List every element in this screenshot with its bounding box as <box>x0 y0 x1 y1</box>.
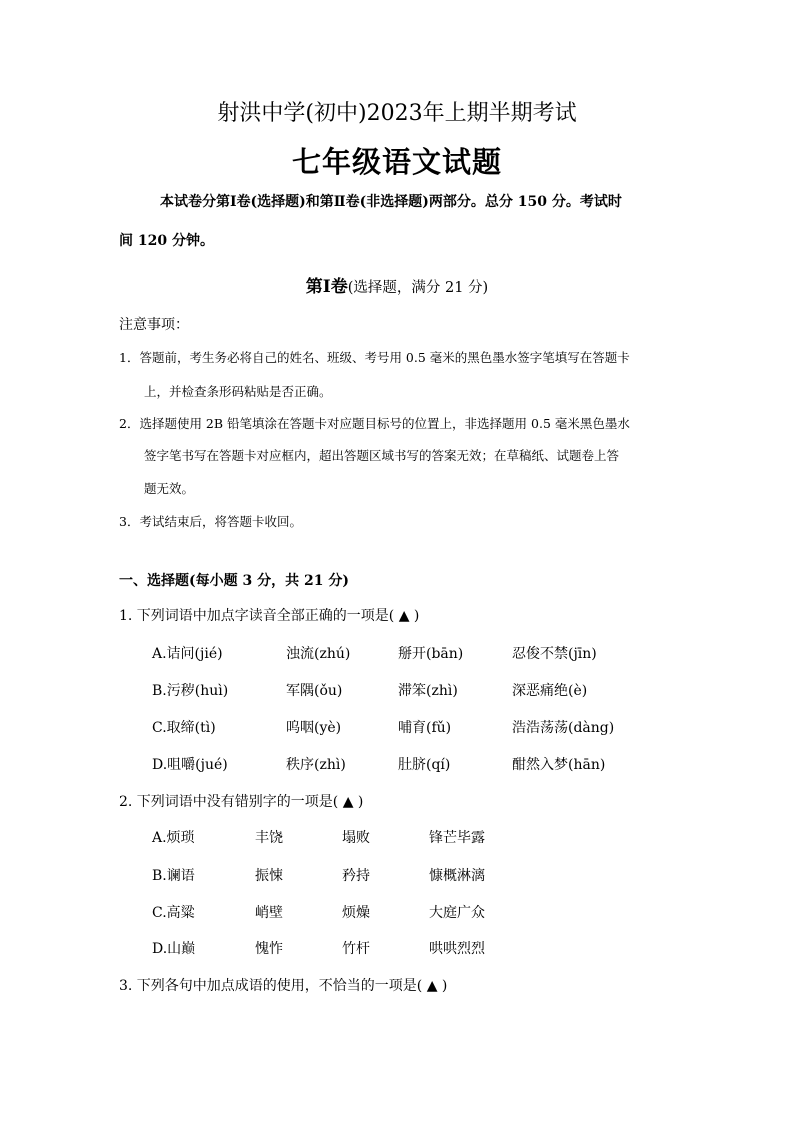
option-word: 慷概淋漓 <box>429 868 485 884</box>
option-word: 秩序(zhì) <box>286 757 346 773</box>
question-3-stem: 3. 下列各句中加点成语的使用，不恰当的一项是( ▲ ) <box>119 978 448 994</box>
option-word: A.诘问(jié) <box>152 646 223 662</box>
intro-line-2: 间 120 分钟。 <box>119 233 214 249</box>
option-word: 浊流(zhú) <box>286 646 351 662</box>
option-word: 烦燥 <box>342 905 370 921</box>
option-word: A.烦琐 <box>152 830 195 846</box>
option-word: 军隅(ǒu) <box>286 683 343 699</box>
option-word: C.取缔(tì) <box>152 720 216 736</box>
exam-title: 射洪中学(初中)2023年上期半期考试 <box>217 101 577 126</box>
note-item: 3．考试结束后，将答题卡收回。 <box>119 514 302 529</box>
section-heading <box>0 272 794 297</box>
option-word: 峭壁 <box>255 905 283 921</box>
option-word: 滞笨(zhì) <box>398 683 458 699</box>
note-item: 1．答题前，考生务必将自己的姓名、班级、考号用 0.5 毫米的黑色墨水签字笔填写在答题卡 <box>119 350 630 365</box>
option-word: 酣然入梦(hān) <box>512 757 606 773</box>
option-word: 竹杆 <box>342 941 370 957</box>
option-word: 肚脐(qí) <box>398 757 451 773</box>
option-word: C.高粱 <box>152 905 195 921</box>
note-item: 签字笔书写在答题卡对应框内，超出答题区域书写的答案无效；在草稿纸、试题卷上答 <box>144 448 620 463</box>
exam-subtitle: 七年级语文试题 <box>291 145 502 179</box>
option-word: 哄哄烈烈 <box>429 941 485 957</box>
note-item: 2．选择题使用 2B 铅笔填涂在答题卡对应题目标号的位置上，非选择题用 0.5 毫米黑色墨水 <box>119 416 630 431</box>
option-word: 深恶痛绝(è) <box>512 683 588 699</box>
option-word: 塌败 <box>342 830 370 846</box>
option-word: 哺育(fǔ) <box>398 720 452 736</box>
option-word: 愧怍 <box>255 941 283 957</box>
question-2-stem: 2. 下列词语中没有错别字的一项是( ▲ ) <box>119 794 364 810</box>
option-word: 丰饶 <box>255 830 283 846</box>
option-word: D.咀嚼(jué) <box>152 757 228 773</box>
option-word: 忍俊不禁(jīn) <box>512 646 597 662</box>
option-word: B.污秽(huì) <box>152 683 229 699</box>
section-note: (选择题，满分 21 分) <box>347 280 489 296</box>
question-1-stem: 1. 下列词语中加点字读音全部正确的一项是( ▲ ) <box>119 608 420 624</box>
option-word: 锋芒毕露 <box>429 830 485 846</box>
option-word: B.谰语 <box>152 868 195 884</box>
notes-title: 注意事项： <box>119 317 189 333</box>
option-word: 掰开(bān) <box>398 646 464 662</box>
part-heading: 一、选择题(每小题 3 分，共 21 分) <box>119 573 349 589</box>
option-word: 大庭广众 <box>429 905 485 921</box>
option-word: 振悚 <box>255 868 283 884</box>
intro-line-1: 本试卷分第Ⅰ卷(选择题)和第Ⅱ卷(非选择题)两部分。总分 150 分。考试时 <box>160 194 622 210</box>
note-item: 上，并检查条形码粘贴是否正确。 <box>144 384 332 399</box>
note-item: 题无效。 <box>144 481 195 496</box>
option-word: D.山巅 <box>152 941 196 957</box>
option-word: 呜咽(yè) <box>286 720 342 736</box>
option-word: 矜持 <box>342 868 370 884</box>
option-word: 浩浩荡荡(dàng) <box>512 720 615 736</box>
section-title: 第Ⅰ卷 <box>305 277 348 297</box>
